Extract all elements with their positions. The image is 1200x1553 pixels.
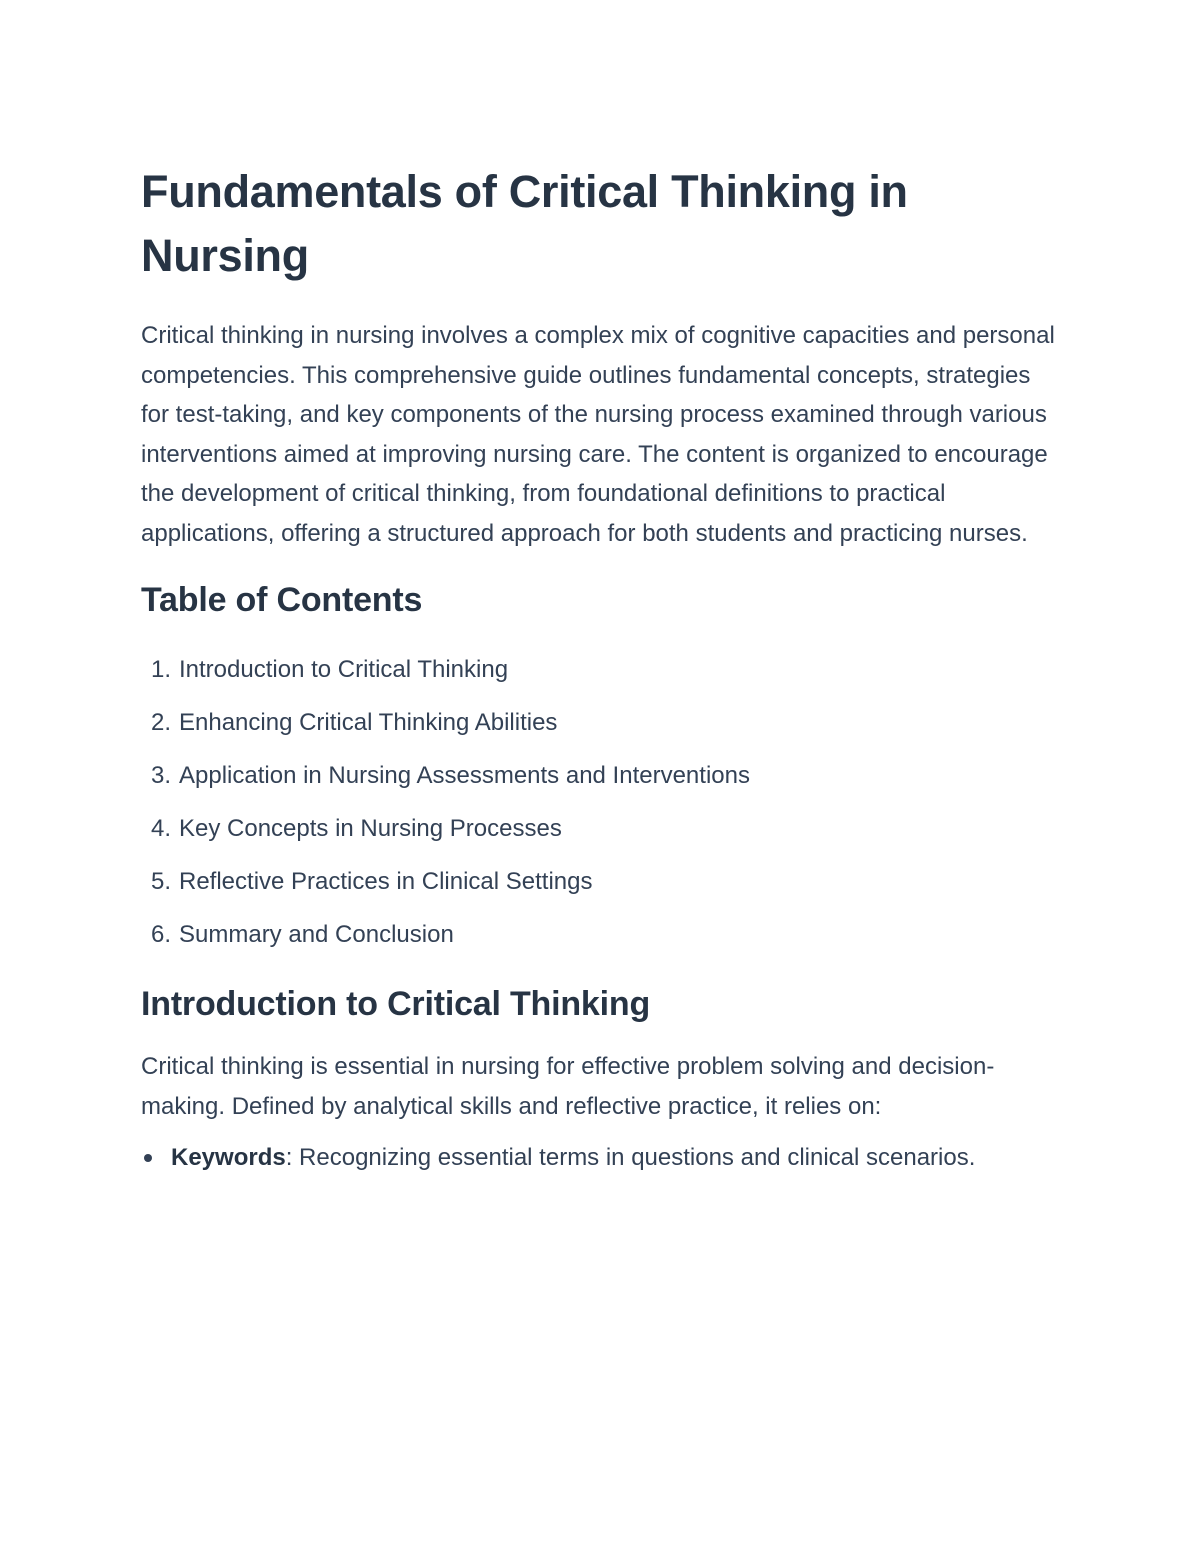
toc-item-label: Key Concepts in Nursing Processes [179,815,562,842]
toc-item-label: Reflective Practices in Clinical Settings [179,868,593,895]
toc-item-label: Introduction to Critical Thinking [179,656,509,683]
toc-item-number: 5. [150,868,171,895]
bullet-list [141,1138,1061,1178]
toc-item-number: 2. [150,709,171,736]
toc-item-number: 6. [150,921,171,948]
section-heading-introduction: Introduction to Critical Thinking [141,985,651,1023]
toc-item-4[interactable] [141,802,1061,855]
section-paragraph: Critical thinking is essential in nursing for effective problem solving and decision-making. Defined by analytical skills and reflective practice, it relies on: [141,1053,995,1120]
toc-item-3[interactable] [141,749,1061,802]
document-page [141,160,1061,1178]
bullet-term: Keywords [171,1144,286,1171]
toc-item-label: Application in Nursing Assessments and Interventions [179,762,750,789]
bullet-item [141,1138,1061,1178]
table-of-contents [141,643,1061,961]
toc-item-6[interactable] [141,908,1061,961]
toc-item-number: 4. [150,815,171,842]
toc-heading: Table of Contents [141,581,423,619]
toc-item-number: 1. [150,656,171,683]
toc-item-2[interactable] [141,696,1061,749]
toc-item-label: Enhancing Critical Thinking Abilities [179,709,558,736]
toc-item-number: 3. [150,762,171,789]
intro-paragraph: Critical thinking in nursing involves a complex mix of cognitive capacities and personal competencies. This comprehensive guide outlines fundamental concepts, strategies for test-taking, and key components of the nursing process examined through various interventions aimed at improving nursing care. The content is organized to encourage the development of critical thinking, from foundational definitions to practical applications, offering a structured approach for both students and practicing nurses. [141,322,1055,547]
bullet-text: : Recognizing essential terms in questions and clinical scenarios. [285,1144,976,1171]
toc-item-1[interactable] [141,643,1061,696]
toc-item-label: Summary and Conclusion [179,921,454,948]
toc-item-5[interactable] [141,855,1061,908]
bullet-dot-icon [144,1154,152,1162]
document-title: Fundamentals of Critical Thinking in Nursing [141,166,908,281]
